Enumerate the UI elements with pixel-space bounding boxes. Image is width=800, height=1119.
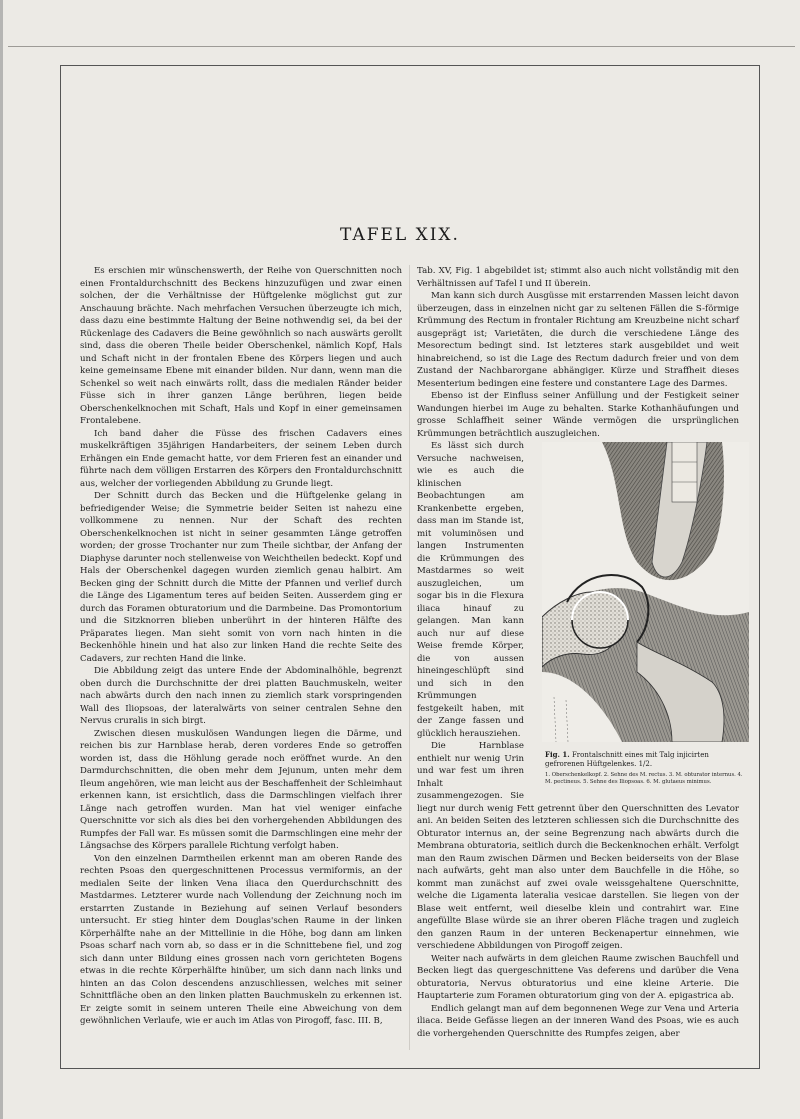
paragraph: Endlich gelangt man auf dem begonnenen Wege zur Vena und Arteria iliaca. Beide Gefässe liegen an der inneren Wand des Psoas, wie es auch die vorhergehenden Querschnitte des Rumpfes zeigen, aber [417, 1003, 739, 1039]
hip-section-drawing [542, 442, 749, 742]
paragraph: Weiter nach aufwärts in dem gleichen Raume zwischen Bauchfell und Becken liegt das quergeschnittene Vas deferens und darüber die Vena obturatoria, Nervus obturatorius und eine kleine Arterie. Die Hauptarterie zum Foramen obturatorium ging von der A. epigastrica ab. [417, 953, 739, 1001]
paragraph: Man kann sich durch Ausgüsse mit erstarrenden Massen leicht davon überzeugen, dass in einzelnen nicht gar zu seltenen Fällen die S-förmige Krümmung des Rectum in frontaler Richtung am Kreuzbeine nicht scharf ausgeprägt ist; Varietäten, die durch die verschiedene Länge des Mesorectum bedingt sind. Ist letzteres stark ausgebildet und weit hinabreichend, so ist die Lage des Rectum dadurch freier und von dem Zustand der Nachbarorgane abhängiger. Kürze und Straffheit dieses Mesenterium bedingen eine festere und constantere Lage des Darmes. [417, 291, 739, 389]
paragraph: Es erschien mir wünschenswerth, der Reihe von Querschnitten noch einen Frontaldurchschnitt des Beckens hinzuzufügen und zwar einen solchen, der die Verhältnisse der Hüftgelenke möglichst gut zur Anschauung brächte. Nach mehrfachen Versuchen überzeugte ich mich, dass dazu eine bestimmte Haltung der Beine nothwendig sei, da bei der Rückenlage des Cadavers die Beine gewöhnlich so nach auswärts gerollt sind, dass die oberen Theile beider Oberschenkel, nämlich Kopf, Hals und Schaft nicht in der frontalen Ebene des Körpers liegen und auch keine gemeinsame Ebene mit einander bilden. Nur dann, wenn man die Schenkel so weit nach einwärts rollt, dass die medialen Ränder beider Füsse sich in ihrer ganzen Länge berühren, liegen beide Oberschenkelknochen mit Schaft, Hals und Kopf in einer gemeinsamen Frontalebene. [80, 266, 402, 426]
left-column [80, 265, 402, 1028]
page-title: TAFEL XIX. [340, 225, 460, 245]
paragraph: Von den einzelnen Darmtheilen erkennt man am oberen Rande des rechten Psoas den quergeschnittenen Processus vermiformis, an der medialen Seite der linken Vena iliaca den Querdurchschnitt des Mastdarmes. Letzterer wurde nach Vollendung der Zeichnung noch im erstarrten Zustande in Beziehung auf seinen Verlauf besonders untersucht. Er stieg hinter dem Douglas'schen Raume in der linken Körperhälfte nahe an der Mittellinie in die Höhe, bog dann am linken Psoas scharf nach vorn ab, so dass er in die Schnittebene fiel, und zog sich dann unter Bildung eines grossen nach vorn gerichteten Bogens etwas in die rechte Körperhälfte hinüber, um sich dann nach links und hinten an das Colon descendens anzuschliessen, welches mit seiner Schnittfläche oben an den linken platten Bauchmuskeln zu erkennen ist. Er zeigte somit in seinem unteren Theile eine Abweichung von dem gewöhnlichen Verlaufe, wie er auch im Atlas von Pirogoff, fasc. III. B, [80, 853, 402, 1026]
paragraph: Es lässt sich durch Versuche nachweisen, wie es auch die klinischen Beobachtungen am Krankenbette ergeben, dass man im Stande ist, mit voluminösen und langen Instrumenten die Krümmungen des Mastdarmes so weit auszugleichen, um sogar bis in die Flexura iliaca hinauf zu gelangen. Man kann auch nur auf diese Weise fremde Körper, die von aussen hineingeschlüpft sind und sich in den Krümmungen festgekeilt haben, mit der Zange fassen und glücklich herausziehen. [417, 441, 524, 739]
paragraph: Zwischen diesen muskulösen Wandungen liegen die Därme, und reichen bis zur Harnblase herab, deren vorderes Ende so getroffen worden ist, dass die Höhlung gerade noch eröffnet wurde. An den Darmdurchschnitten, die oben mehr dem Jejunum, unten mehr dem Ileum angehören, wie man leicht aus der Beschaffenheit der Schleimhaut erkennen kann, ist ersichtlich, dass die Darmschlingen vielfach ihrer Länge nach getroffen wurden. Man hat viel weniger einfache Querschnitte vor sich als dies bei den vorhergehenden Abbildungen des Rumpfes der Fall war. Es müssen somit die Darmschlingen eine mehr der Längsachse des Körpers parallele Richtung verfolgt haben. [80, 728, 402, 851]
figure-caption-text: Frontalschnitt eines mit Talg injicirten gefrorenen Hüftgelenkes. 1/2. [545, 751, 709, 768]
figure-caption [545, 750, 750, 769]
sheet-edge-line [8, 46, 795, 47]
paragraph: Der Schnitt durch das Becken und die Hüftgelenke gelang in befriedigender Weise; die Symmetrie beider Seiten ist nahezu eine vollkommene zu nennen. Nur der Schaft des rechten Oberschenkelknochen ist nicht in seiner gesammten Länge getroffen worden; der grosse Trochanter nur zum Theile sichtbar, der Anfang der Diaphyse darunter noch stellenweise von Weichtheilen bedeckt. Kopf und Hals der Oberschenkel dagegen wurden ziemlich genau halbirt. Am Becken ging der Schnitt durch die Mitte der Pfannen und verlief durch die Länge des Ligamentum teres auf beiden Seiten. Ausserdem ging er durch das Foramen obturatorium und die Darmbeine. Das Promontorium und die Sitzknorren blieben unberührt in der hinteren Hälfte des Präparates liegen. Man sieht somit von vorn nach hinten in die Beckenhöhle hinein und hat also zur linken Hand die rechte Seite des Cadavers, zur rechten Hand die linke. [80, 491, 402, 664]
paragraph: Ich band daher die Füsse des frischen Cadavers eines muskelkräftigen 35jährigen Handarbeiters, der seinem Leben durch Erhängen ein Ende gemacht hatte, vor dem Frieren fest an einander und führte nach dem völligen Erstarren des Körpers den Frontaldurchschnitt aus, welcher der vorliegenden Abbildung zu Grunde liegt. [80, 428, 402, 489]
paragraph: Ebenso ist der Einfluss seiner Anfüllung und der Festigkeit seiner Wandungen hierbei im Auge zu behalten. Starke Kothanhäufungen und grosse Schlaffheit seiner Wände vermögen die ursprünglichen Krümmungen beträchtlich auszugleichen. [417, 391, 739, 439]
hip-joint-illustration [542, 442, 749, 742]
paragraph: Die Harnblase enthielt nur wenig Urin und war fest um ihren Inhalt zusammengezogen. Sie liegt nur durch wenig Fett getrennt über den Querschnitten des Levator ani. An beiden Seiten des letzteren schliessen sich die Durchschnitte des Obturator internus an, der seine Begrenzung nach abwärts durch die Membrana obturatoria, seitlich durch die Beckenknochen erhält. Verfolgt man den Raum zwischen Därmen und Becken beiderseits von der Blase nach aufwärts, geht man also unter dem Bauchfelle in die Höhe, so kommt man zunächst auf zwei ovale weissgehaltene Querschnitte, welche die Ligamenta lateralia vesicae darstellen. Sie liegen von der Blase weit entfernt, weil dieselbe klein und contrahirt war. Eine angefüllte Blase würde sie an ihrer oberen Fläche tragen und zugleich den ganzen Raum in der unteren Beckenapertur einnehmen, wie verschiedene Abbildungen von Pirogoff zeigen. [417, 741, 739, 951]
column-divider [409, 265, 410, 1050]
figure-legend: 1. Oberschenkelkopf. 2. Sehne des M. rectus. 3. M. obturator internus. 4. M. pectineus. 5. Sehne des Iliopsoas. 6. M. glutaeus minimus. [545, 772, 743, 785]
paragraph: Tab. XV, Fig. 1 abgebildet ist; stimmt also auch nicht vollständig mit den Verhältnissen auf Tafel I und II überein. [417, 266, 739, 289]
paragraph: Die Abbildung zeigt das untere Ende der Abdominalhöhle, begrenzt oben durch die Durchschnitte der drei platten Bauchmuskeln, weiter nach abwärts durch den nach innen zu ziemlich stark vorspringenden Wall des Iliopsoas, der lateralwärts von seiner centralen Sehne den Nervus cruralis in sich birgt. [80, 666, 402, 726]
figure-number: Fig. 1. [545, 750, 570, 759]
